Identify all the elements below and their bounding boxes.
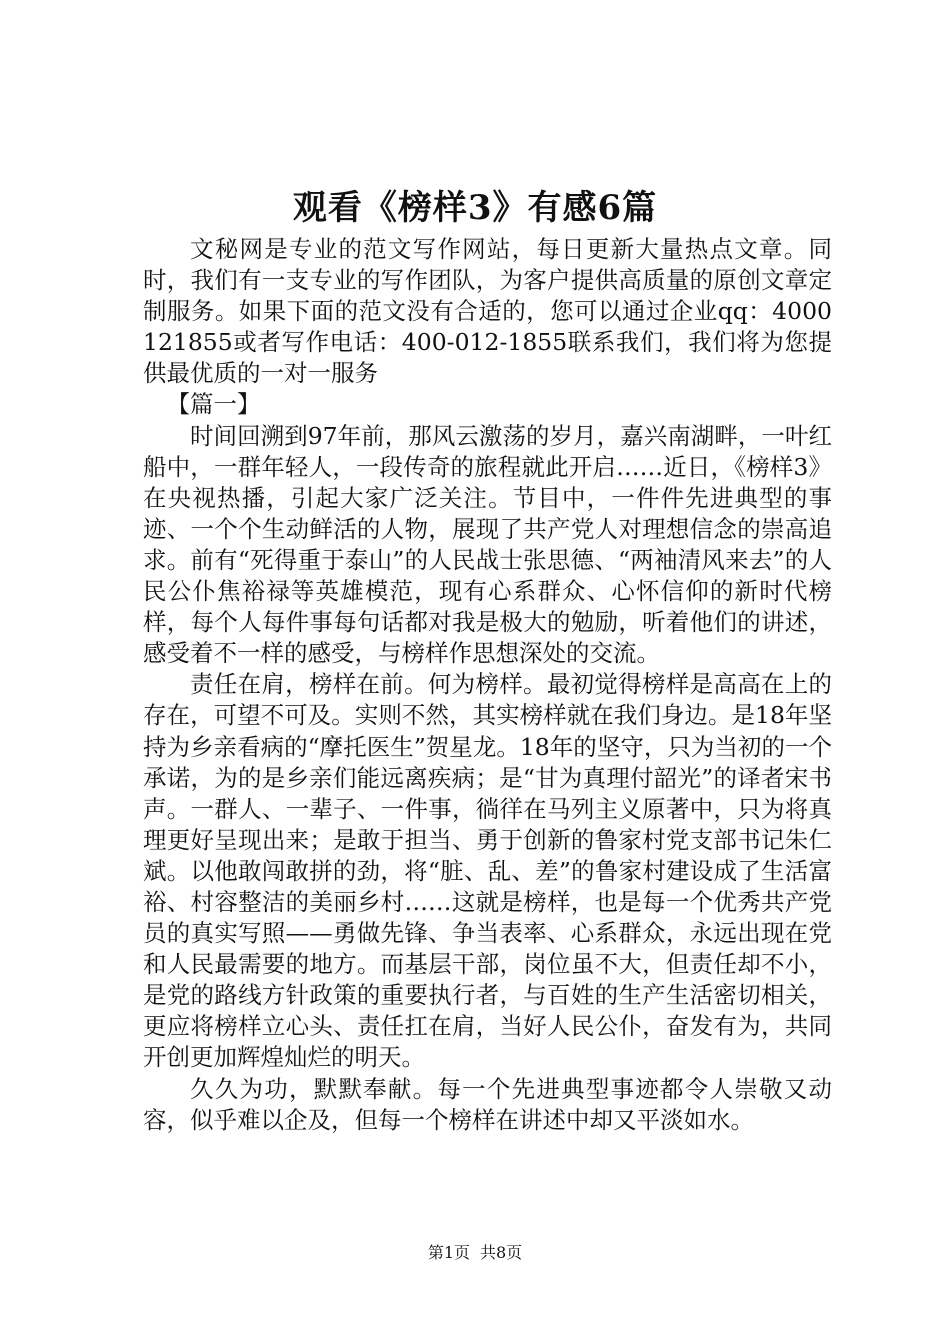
page-number: 第1页 [427, 1243, 470, 1262]
section-heading: 【篇一】 [166, 390, 261, 419]
document-title: 观看《榜样3》有感6篇 [292, 188, 658, 228]
body-paragraph-1: 时间回溯到97年前，那风云激荡的岁月，嘉兴南湖畔，一叶红船中，一群年轻人，一段传奇的旅程就此开启……近日，《榜样3》在央视热播，引起大家广泛关注。节目中，一件件先进典型的事迹、一个个生动鲜活的人物，展现了共产党人对理想信念的崇高追求。前有“死得重于泰山”的人民战士张思德、“两袖清风来去”的人民公仆焦裕禄等英雄模范，现有心系群众、心怀信仰的新时代榜样，每个人每件事每句话都对我是极大的勉励，听着他们的讲述，感受着不一样的感受，与榜样作思想深处的交流。 [143, 421, 832, 668]
page-total: 共8页 [480, 1243, 523, 1262]
body-paragraph-2: 责任在肩，榜样在前。何为榜样。最初觉得榜样是高高在上的存在，可望不可及。实则不然，其实榜样就在我们身边。是18年坚持为乡亲看病的“摩托医生”贺星龙。18年的坚守，只为当初的一个承诺，为的是乡亲们能远离疾病；是“甘为真理付韶光”的译者宋书声。一群人、一辈子、一件事，徜徉在马列主义原著中，只为将真理更好呈现出来；是敢于担当、勇于创新的鲁家村党支部书记朱仁斌。以他敢闯敢拼的劲，将“脏、乱、差”的鲁家村建设成了生活富裕、村容整洁的美丽乡村……这就是榜样，也是每一个优秀共产党员的真实写照——勇做先锋、争当表率、心系群众，永远出现在党和人民最需要的地方。而基层干部，岗位虽不大，但责任却不小，是党的路线方针政策的重要执行者，与百姓的生产生活密切相关，更应将榜样立心头、责任扛在肩，当好人民公仆，奋发有为，共同开创更加辉煌灿烂的明天。 [143, 670, 832, 1072]
intro-paragraph: 文秘网是专业的范文写作网站，每日更新大量热点文章。同时，我们有一支专业的写作团队，为客户提供高质量的原创文章定制服务。如果下面的范文没有合适的，您可以通过企业qq：4000121855或者写作电话：400-012-1855联系我们，我们将为您提供最优质的一对一服务 [143, 235, 832, 388]
page-footer [0, 1243, 950, 1263]
body-paragraph-3: 久久为功，默默奉献。每一个先进典型事迹都令人崇敬又动容，似乎难以企及，但每一个榜样在讲述中却又平淡如水。 [143, 1074, 832, 1134]
document-body [143, 234, 832, 1136]
